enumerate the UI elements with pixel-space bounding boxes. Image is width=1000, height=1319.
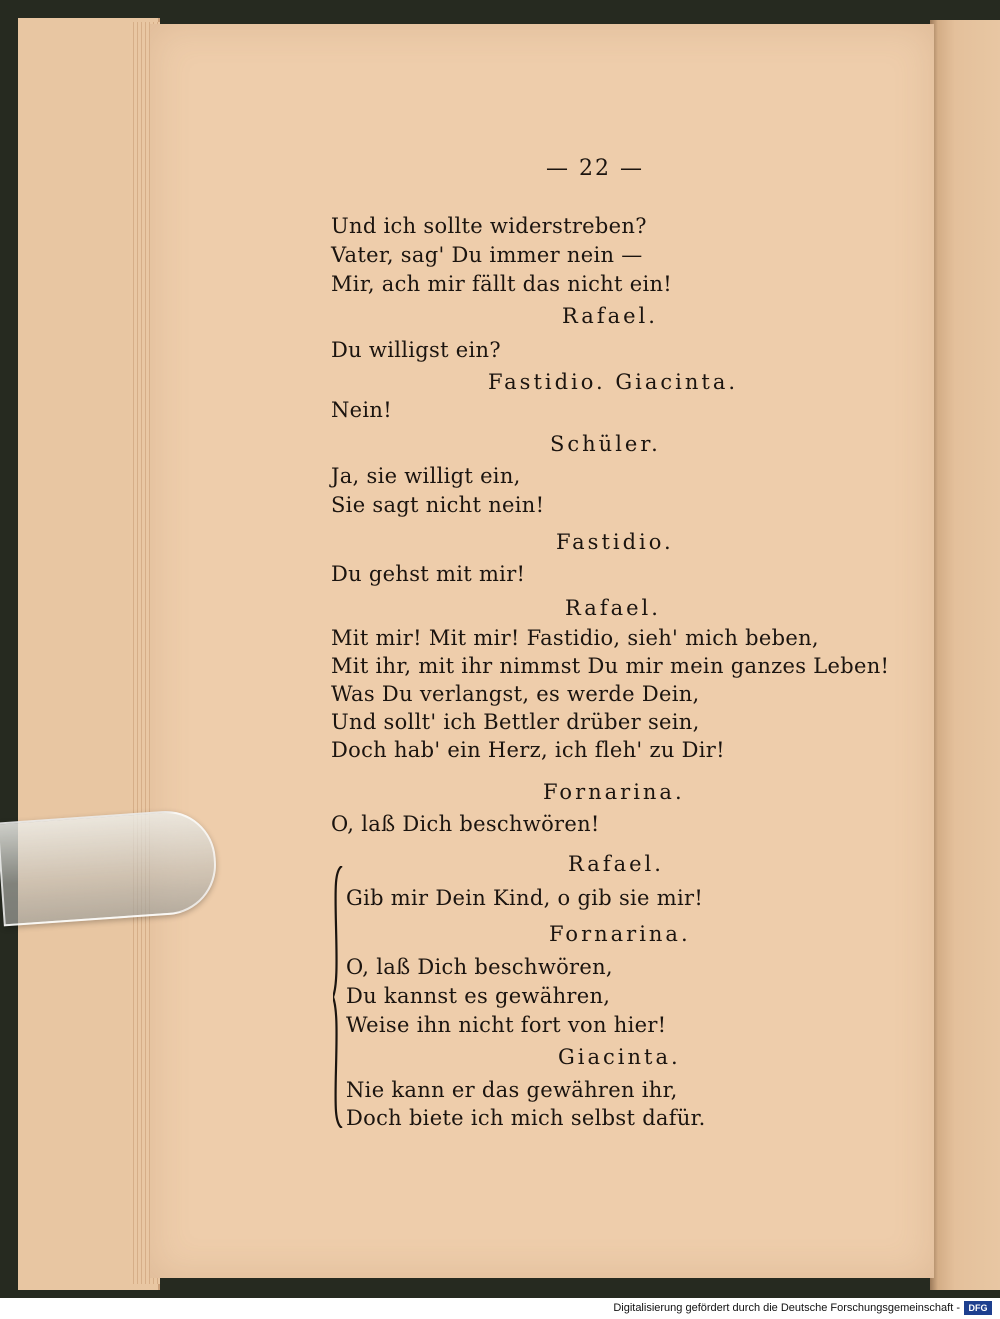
speaker-name: Schüler. bbox=[550, 432, 661, 456]
verse-line: Du kannst es gewähren, bbox=[346, 984, 611, 1008]
speaker-name: Fornarina. bbox=[549, 922, 691, 946]
next-page-edge bbox=[930, 20, 1000, 1290]
left-brace bbox=[333, 866, 343, 1128]
verse-line: Ja, sie willigt ein, bbox=[331, 464, 521, 488]
verse-line: Was Du verlangst, es werde Dein, bbox=[331, 682, 700, 706]
speaker-name: Rafael. bbox=[565, 596, 661, 620]
verse-line: O, laß Dich beschwören, bbox=[346, 955, 613, 979]
speaker-name: Fornarina. bbox=[543, 780, 685, 804]
footer-credit: Digitalisierung gefördert durch die Deutsche Forschungsgemeinschaft - bbox=[613, 1302, 960, 1314]
verse-line: Nein! bbox=[331, 398, 392, 422]
speaker-name: Rafael. bbox=[568, 852, 664, 876]
verse-line: Vater, sag' Du immer nein — bbox=[331, 243, 643, 267]
verse-line: Mir, ach mir fällt das nicht ein! bbox=[331, 272, 673, 296]
verse-line: Nie kann er das gewähren ihr, bbox=[346, 1078, 678, 1102]
speaker-name: Rafael. bbox=[562, 304, 658, 328]
speaker-name: Giacinta. bbox=[558, 1045, 681, 1069]
verse-line: Du willigst ein? bbox=[331, 338, 501, 362]
verse-line: Du gehst mit mir! bbox=[331, 562, 526, 586]
verse-line: Und ich sollte widerstreben? bbox=[331, 214, 647, 238]
verse-line: Weise ihn nicht fort von hier! bbox=[346, 1013, 667, 1037]
speaker-name: Fastidio. bbox=[556, 530, 674, 554]
verse-line: Gib mir Dein Kind, o gib sie mir! bbox=[346, 886, 704, 910]
verse-line: Sie sagt nicht nein! bbox=[331, 493, 545, 517]
verse-line: Mit ihr, mit ihr nimmst Du mir mein ganzes Leben! bbox=[331, 654, 890, 678]
verse-line: Mit mir! Mit mir! Fastidio, sieh' mich beben, bbox=[331, 626, 819, 650]
glass-page-clip bbox=[0, 808, 219, 927]
verse-line: O, laß Dich beschwören! bbox=[331, 812, 600, 836]
verse-line: Und sollt' ich Bettler drüber sein, bbox=[331, 710, 700, 734]
speaker-name: Fastidio. Giacinta. bbox=[488, 370, 739, 394]
dfg-logo: DFG bbox=[964, 1301, 992, 1315]
page-number: — 22 — bbox=[546, 156, 644, 181]
verse-line: Doch hab' ein Herz, ich fleh' zu Dir! bbox=[331, 738, 725, 762]
verse-line: Doch biete ich mich selbst dafür. bbox=[346, 1106, 706, 1130]
